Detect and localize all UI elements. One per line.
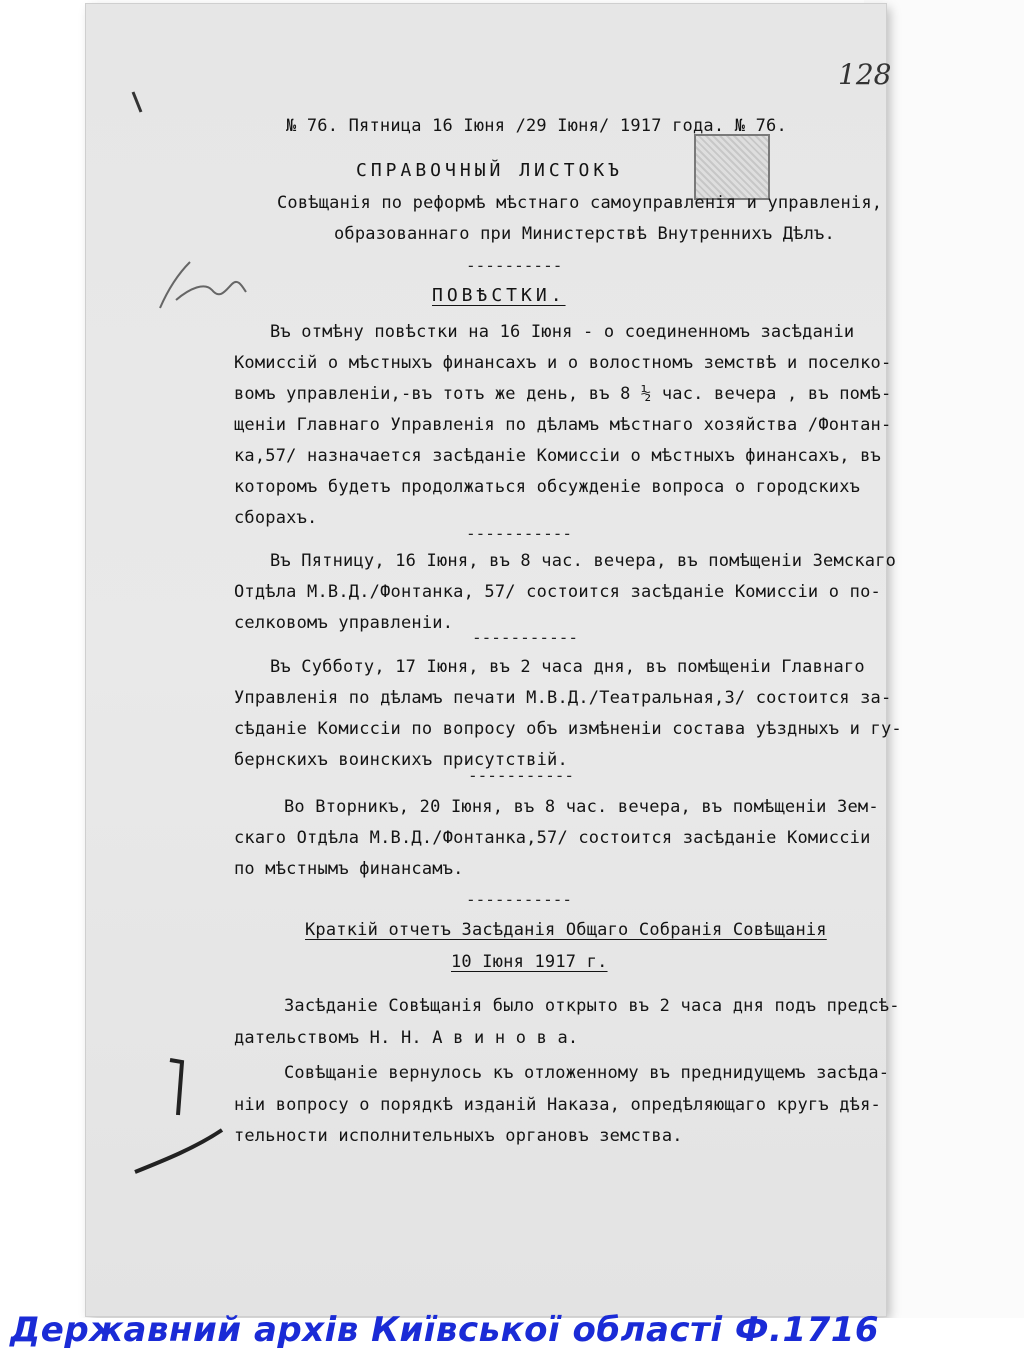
text-line: которомъ будетъ продолжаться обсужденiе вопроса о городскихъ [234, 477, 861, 497]
text-line: Въ отмѣну повѣстки на 16 Iюня - о соединенномъ засѣданiи [270, 322, 855, 342]
text-line: Комиссiй о мѣстныхъ финансахъ и о волостномъ земствѣ и поселко- [234, 353, 892, 373]
text-line: дательствомъ Н. Н. А в и н о в а. [234, 1028, 579, 1048]
text-line: нiи вопросу о порядкѣ изданiй Наказа, опредѣляющаго кругъ дѣя- [234, 1095, 881, 1115]
report-heading: Краткiй отчетъ Засѣданiя Общаго Собранiя Совѣщанiя [305, 920, 827, 940]
separator: ----------- [468, 766, 574, 785]
folio-number: 128 [838, 58, 892, 91]
archive-caption: Державний архів Київської області Ф.1716 [10, 1310, 880, 1350]
text-line: Управленiя по дѣламъ печати М.В.Д./Театральная,3/ состоится за- [234, 688, 892, 708]
text-line: сборахъ. [234, 508, 318, 528]
separator: ----------- [472, 628, 578, 647]
issue-line: № 76. Пятница 16 Iюня /29 Iюня/ 1917 года. № 76. [286, 116, 787, 136]
text-line: тельности исполнительныхъ органовъ земства. [234, 1126, 683, 1146]
title-line-1: Совѣщанія по реформѣ мѣстнаго самоуправленія и управленія, [277, 193, 883, 213]
text-line: бернскихъ воинскихъ присутствiй. [234, 750, 568, 770]
section-heading-povestki: ПОВѢСТКИ. [432, 285, 566, 306]
text-line: щенiи Главнаго Управленiя по дѣламъ мѣстнаго хозяйства /Фонтан- [234, 415, 892, 435]
text-line: Совѣщанiе вернулось къ отложенному въ преднидущемъ засѣда- [284, 1063, 890, 1083]
text-line: скаго Отдѣла М.В.Д./Фонтанка,57/ состоится засѣданiе Комиссiи [234, 828, 871, 848]
separator: ----------- [466, 524, 572, 543]
text-line: Во Вторникъ, 20 Iюня, въ 8 час. вечера, въ помѣщенiи Зем- [284, 797, 879, 817]
separator: ---------- [466, 256, 563, 275]
report-date: 10 Iюня 1917 г. [451, 952, 608, 972]
text-line: Въ Пятницу, 16 Iюня, въ 8 час. вечера, въ помѣщенiи Земскаго [270, 551, 897, 571]
text-line: вомъ управленiи,-въ тотъ же день, въ 8 ½ час. вечера , въ помѣ- [234, 384, 892, 404]
text-line: Въ Субботу, 17 Iюня, въ 2 часа дня, въ помѣщенiи Главнаго [270, 657, 865, 677]
text-line: по мѣстнымъ финансамъ. [234, 859, 464, 879]
separator: ----------- [466, 890, 572, 909]
text-line: Засѣданiе Совѣщанiя было открыто въ 2 часа дня подъ предсѣ- [284, 996, 900, 1016]
document-title: СПРАВОЧНЫЙ ЛИСТОКЪ [356, 160, 624, 181]
title-line-2: образованнаго при Министерствѣ Внутреннихъ Дѣлъ. [334, 224, 835, 244]
text-line: ка,57/ назначается засѣданiе Комиссiи о мѣстныхъ финансахъ, въ [234, 446, 881, 466]
text-line: селковомъ управленiи. [234, 613, 454, 633]
text-line: сѣданiе Комиссiи по вопросу объ измѣненiи состава уѣздныхъ и гу- [234, 719, 902, 739]
text-line: Отдѣла М.В.Д./Фонтанка, 57/ состоится засѣданiе Комиссiи о по- [234, 582, 881, 602]
